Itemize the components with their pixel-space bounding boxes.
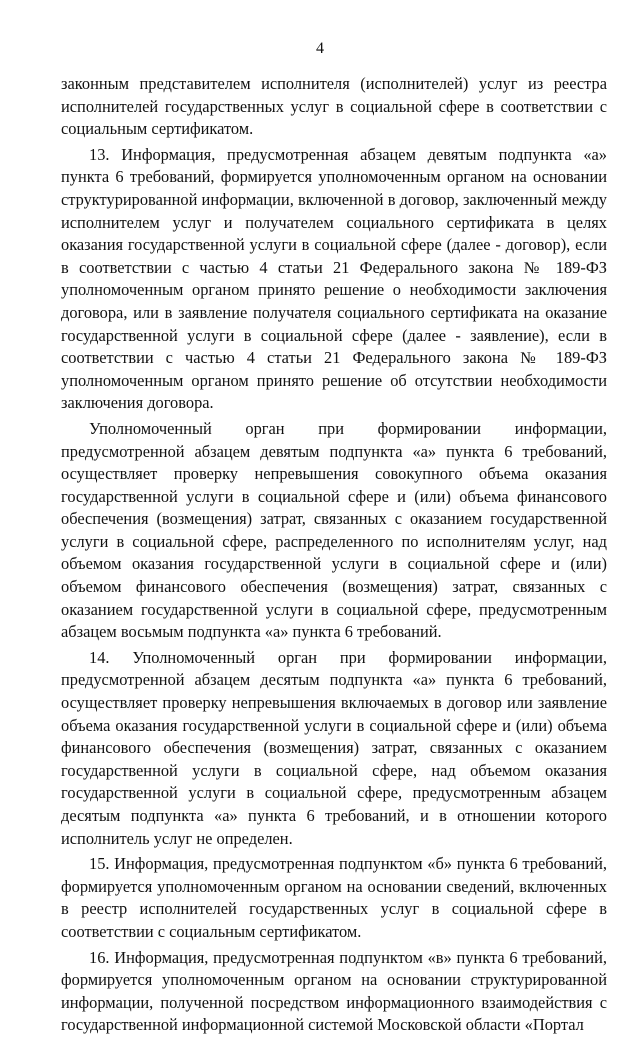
paragraph-13-check: Уполномоченный орган при формировании информации, предусмотренной абзацем девятым подпункта «а» пункта 6 требований, осуществляет проверку непревышения совокупного объема оказания государственной услуги в социальной сфере и (или) объема финансового обеспечения (возмещения) затрат, связанных с оказанием государственной услуги в социальной сфере, распределенного по исполнителям услуг, над объемом оказания государственной услуги в социальной сфере и (или) объемом финансового обеспечения (возмещения) затрат, связанных с оказанием государственной услуги в социальной сфере, предусмотренным абзацем восьмым подпункта «а» пункта 6 требований. xyxy=(61,418,607,642)
page-number: 4 xyxy=(316,40,324,57)
paragraph-15: 15. Информация, предусмотренная подпунктом «б» пункта 6 требований, формируется уполномоченным органом на основании сведений, включенных в реестр исполнителей государственных услуг в социальной сфере в соответствии с социальным сертификатом. xyxy=(61,854,607,941)
paragraph-14: 14. Уполномоченный орган при формировании информации, предусмотренной абзацем десятым подпункта «а» пункта 6 требований, осуществляет проверку непревышения включаемых в договор или заявление объема оказания государственной услуги в социальной сфере и (или) объема финансового обеспечения (возмещения) затрат, связанных с оказанием государственной услуги в социальной сфере, над объемом оказания государственной услуги в социальной сфере, предусмотренным абзацем десятым подпункта «а» пункта 6 требований, и в отношении которого исполнитель услуг не определен. xyxy=(61,647,607,848)
document-body xyxy=(61,73,607,1037)
paragraph-13: 13. Информация, предусмотренная абзацем девятым подпункта «а» пункта 6 требований, формируется уполномоченным органом на основании структурированной информации, включенной в договор, заключенный между исполнителем услуг и получателем социального сертификата в целях оказания государственной услуги в социальной сфере (далее - договор), если в соответствии с частью 4 статьи 21 Федерального закона № 189-ФЗ уполномоченным органом принято решение о необходимости заключения договора, или в заявление получателя социального сертификата на оказание государственной услуги в социальной сфере (далее - заявление), если в соответствии с частью 4 статьи 21 Федерального закона № 189-ФЗ уполномоченным органом принято решение об отсутствии необходимости заключения договора. xyxy=(61,144,607,413)
paragraph-continuation: законным представителем исполнителя (исполнителей) услуг из реестра исполнителей государственных услуг в социальной сфере в соответствии с социальным сертификатом. xyxy=(61,74,607,139)
paragraph-16: 16. Информация, предусмотренная подпунктом «в» пункта 6 требований, формируется уполномоченным органом на основании структурированной информации, полученной посредством информационного взаимодействия с государственной информационной системой Московской области «Портал xyxy=(61,947,607,1035)
